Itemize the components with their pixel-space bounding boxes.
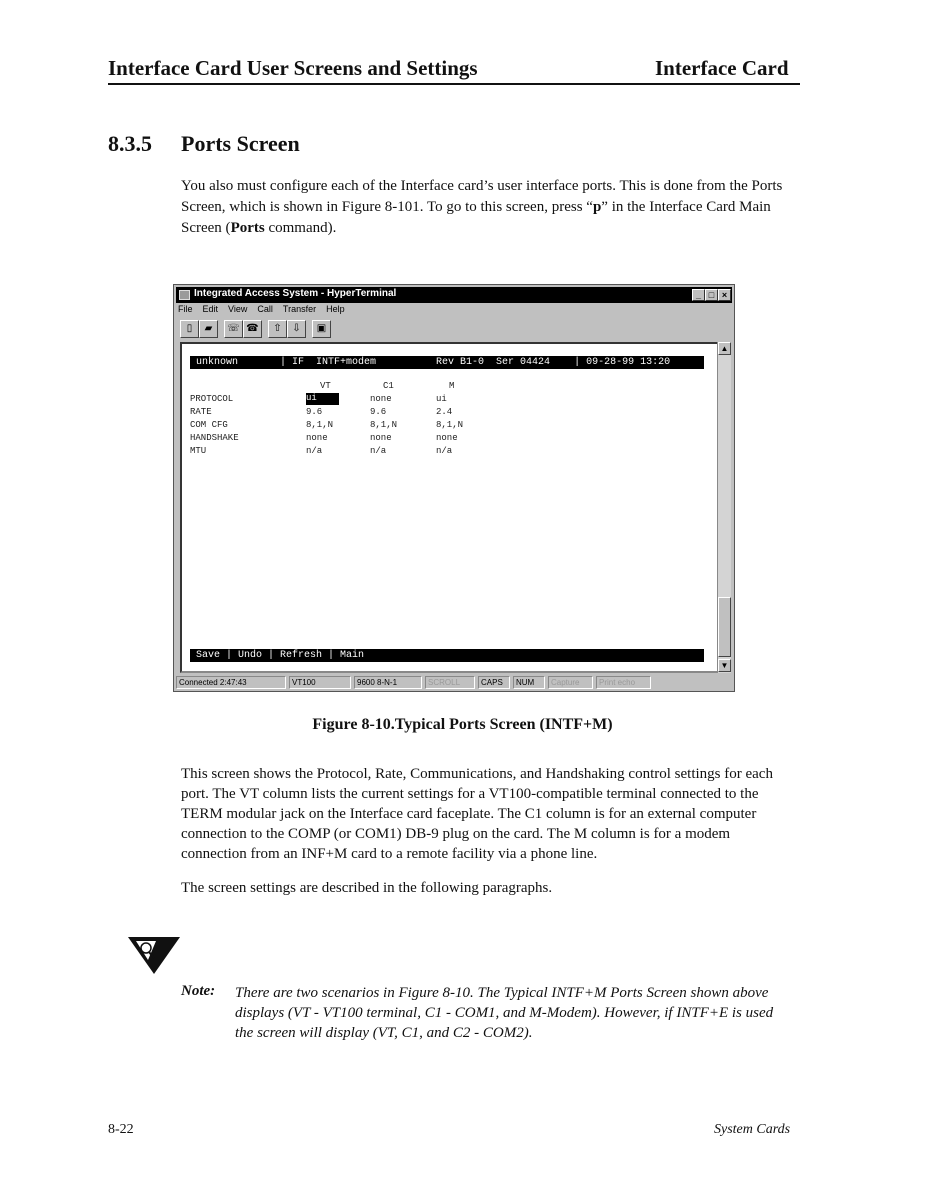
column-header-c1: C1 [383,381,394,391]
column-header-vt: VT [320,381,331,391]
status-scroll: SCROLL [425,676,475,689]
intro-text-2: ” in the Interface Card Main Screen ( [181,199,771,236]
row-label-handshake: HANDSHAKE [190,433,239,443]
protocol-m-value[interactable]: ui [436,394,447,404]
terminal-command-line[interactable]: Save | Undo | Refresh | Main [190,649,704,662]
footer-section-name: System Cards [714,1122,791,1137]
intro-paragraph [181,176,797,239]
close-icon[interactable]: × [718,289,731,301]
maximize-icon[interactable]: □ [705,289,718,301]
column-header-m: M [449,381,455,391]
mtu-vt-value[interactable]: n/a [306,446,323,456]
page-number: 8-22 [108,1122,134,1137]
note-label: Note: [181,983,216,999]
intro-text-3: command). [264,220,337,236]
running-header-right: Interface Card [655,56,789,80]
body-paragraph-1: This screen shows the Protocol, Rate, Communications, and Handshaking control settings for each port. The VT column lists the current settings for a VT100-compatible terminal connected to the TERM modular jack on the Interface card faceplate. The C1 column is for an external computer connection to the COMP (or COM1) DB-9 plug on the card. The M column is for a modem connection from an INF+M card to a remote facility via a phone line. [181,766,773,862]
comcfg-m-value[interactable]: 8,1,N [436,420,464,430]
handshake-c1-value[interactable]: none [370,433,392,443]
status-connected: Connected 2:47:43 [176,676,286,689]
menu-file[interactable]: File [178,304,193,314]
window-titlebar [176,287,732,303]
status-port-settings: 9600 8-N-1 [354,676,422,689]
header-rule [108,83,800,85]
lightbulb-note-icon [126,934,182,976]
status-bar [176,676,732,690]
open-icon[interactable]: ▰ [199,320,218,338]
protocol-vt-field[interactable]: ui [306,393,339,405]
phone-icon[interactable]: ☏ [224,320,243,338]
status-caps: CAPS [478,676,510,689]
receive-icon[interactable]: ⇩ [287,320,306,338]
disconnect-icon[interactable]: ☎ [243,320,262,338]
intro-text-1: You also must configure each of the Interface card’s user interface ports. This is done from the Ports Screen, which is shown in Figure 8-101. To go to this screen, press “ [181,178,783,215]
running-header-left: Interface Card User Screens and Settings [108,56,478,80]
scroll-up-icon[interactable]: ▲ [718,342,731,355]
rate-c1-value[interactable]: 9.6 [370,407,387,417]
intro-command: Ports [230,220,265,236]
figure-caption: Figure 8-10.Typical Ports Screen (INTF+M) [312,716,613,733]
scroll-down-icon[interactable]: ▼ [718,659,731,672]
new-icon[interactable]: ▯ [180,320,199,338]
properties-icon[interactable]: ▣ [312,320,331,338]
row-label-protocol: PROTOCOL [190,394,234,404]
handshake-vt-value[interactable]: none [306,433,328,443]
menu-transfer[interactable]: Transfer [282,304,317,314]
mtu-m-value[interactable]: n/a [436,446,453,456]
row-label-com-cfg: COM CFG [190,420,228,430]
row-label-mtu: MTU [190,446,207,456]
menu-edit[interactable]: Edit [202,304,219,314]
rate-vt-value[interactable]: 9.6 [306,407,323,417]
rate-m-value[interactable]: 2.4 [436,407,453,417]
app-icon [179,290,190,300]
menu-help[interactable]: Help [326,304,345,314]
window-title: Integrated Access System - HyperTerminal [194,288,397,299]
comcfg-c1-value[interactable]: 8,1,N [370,420,398,430]
terminal-area[interactable] [180,342,726,673]
vertical-scrollbar[interactable] [717,342,731,673]
section-title: Ports Screen [181,131,300,156]
section-number: 8.3.5 [108,131,152,156]
terminal-header-line: unknown | IF INTF+modem Rev B1-0 Ser 04424 | 09-28-99 13:20 [190,356,704,369]
body-paragraph-2: The screen settings are described in the following paragraphs. [181,880,553,896]
note-text: There are two scenarios in Figure 8-10. The Typical INTF+M Ports Screen shown above displays (VT - VT100 terminal, C1 - COM1, and M-Modem). However, if INTF+E is used the screen will display (VT, C1, and C2 - COM2). [235,985,774,1041]
status-capture: Capture [548,676,593,689]
send-icon[interactable]: ⇧ [268,320,287,338]
protocol-c1-value[interactable]: none [370,394,392,404]
scroll-thumb[interactable] [718,597,731,657]
minimize-icon[interactable]: _ [692,289,705,301]
comcfg-vt-value[interactable]: 8,1,N [306,420,334,430]
menu-call[interactable]: Call [257,304,273,314]
menu-view[interactable]: View [228,304,248,314]
status-print-echo: Print echo [596,676,651,689]
status-emulation: VT100 [289,676,351,689]
row-label-rate: RATE [190,407,212,417]
intro-key: p [592,199,602,215]
hyperterminal-window [173,284,735,692]
status-num: NUM [513,676,545,689]
handshake-m-value[interactable]: none [436,433,458,443]
menu-bar [178,304,355,318]
mtu-c1-value[interactable]: n/a [370,446,387,456]
